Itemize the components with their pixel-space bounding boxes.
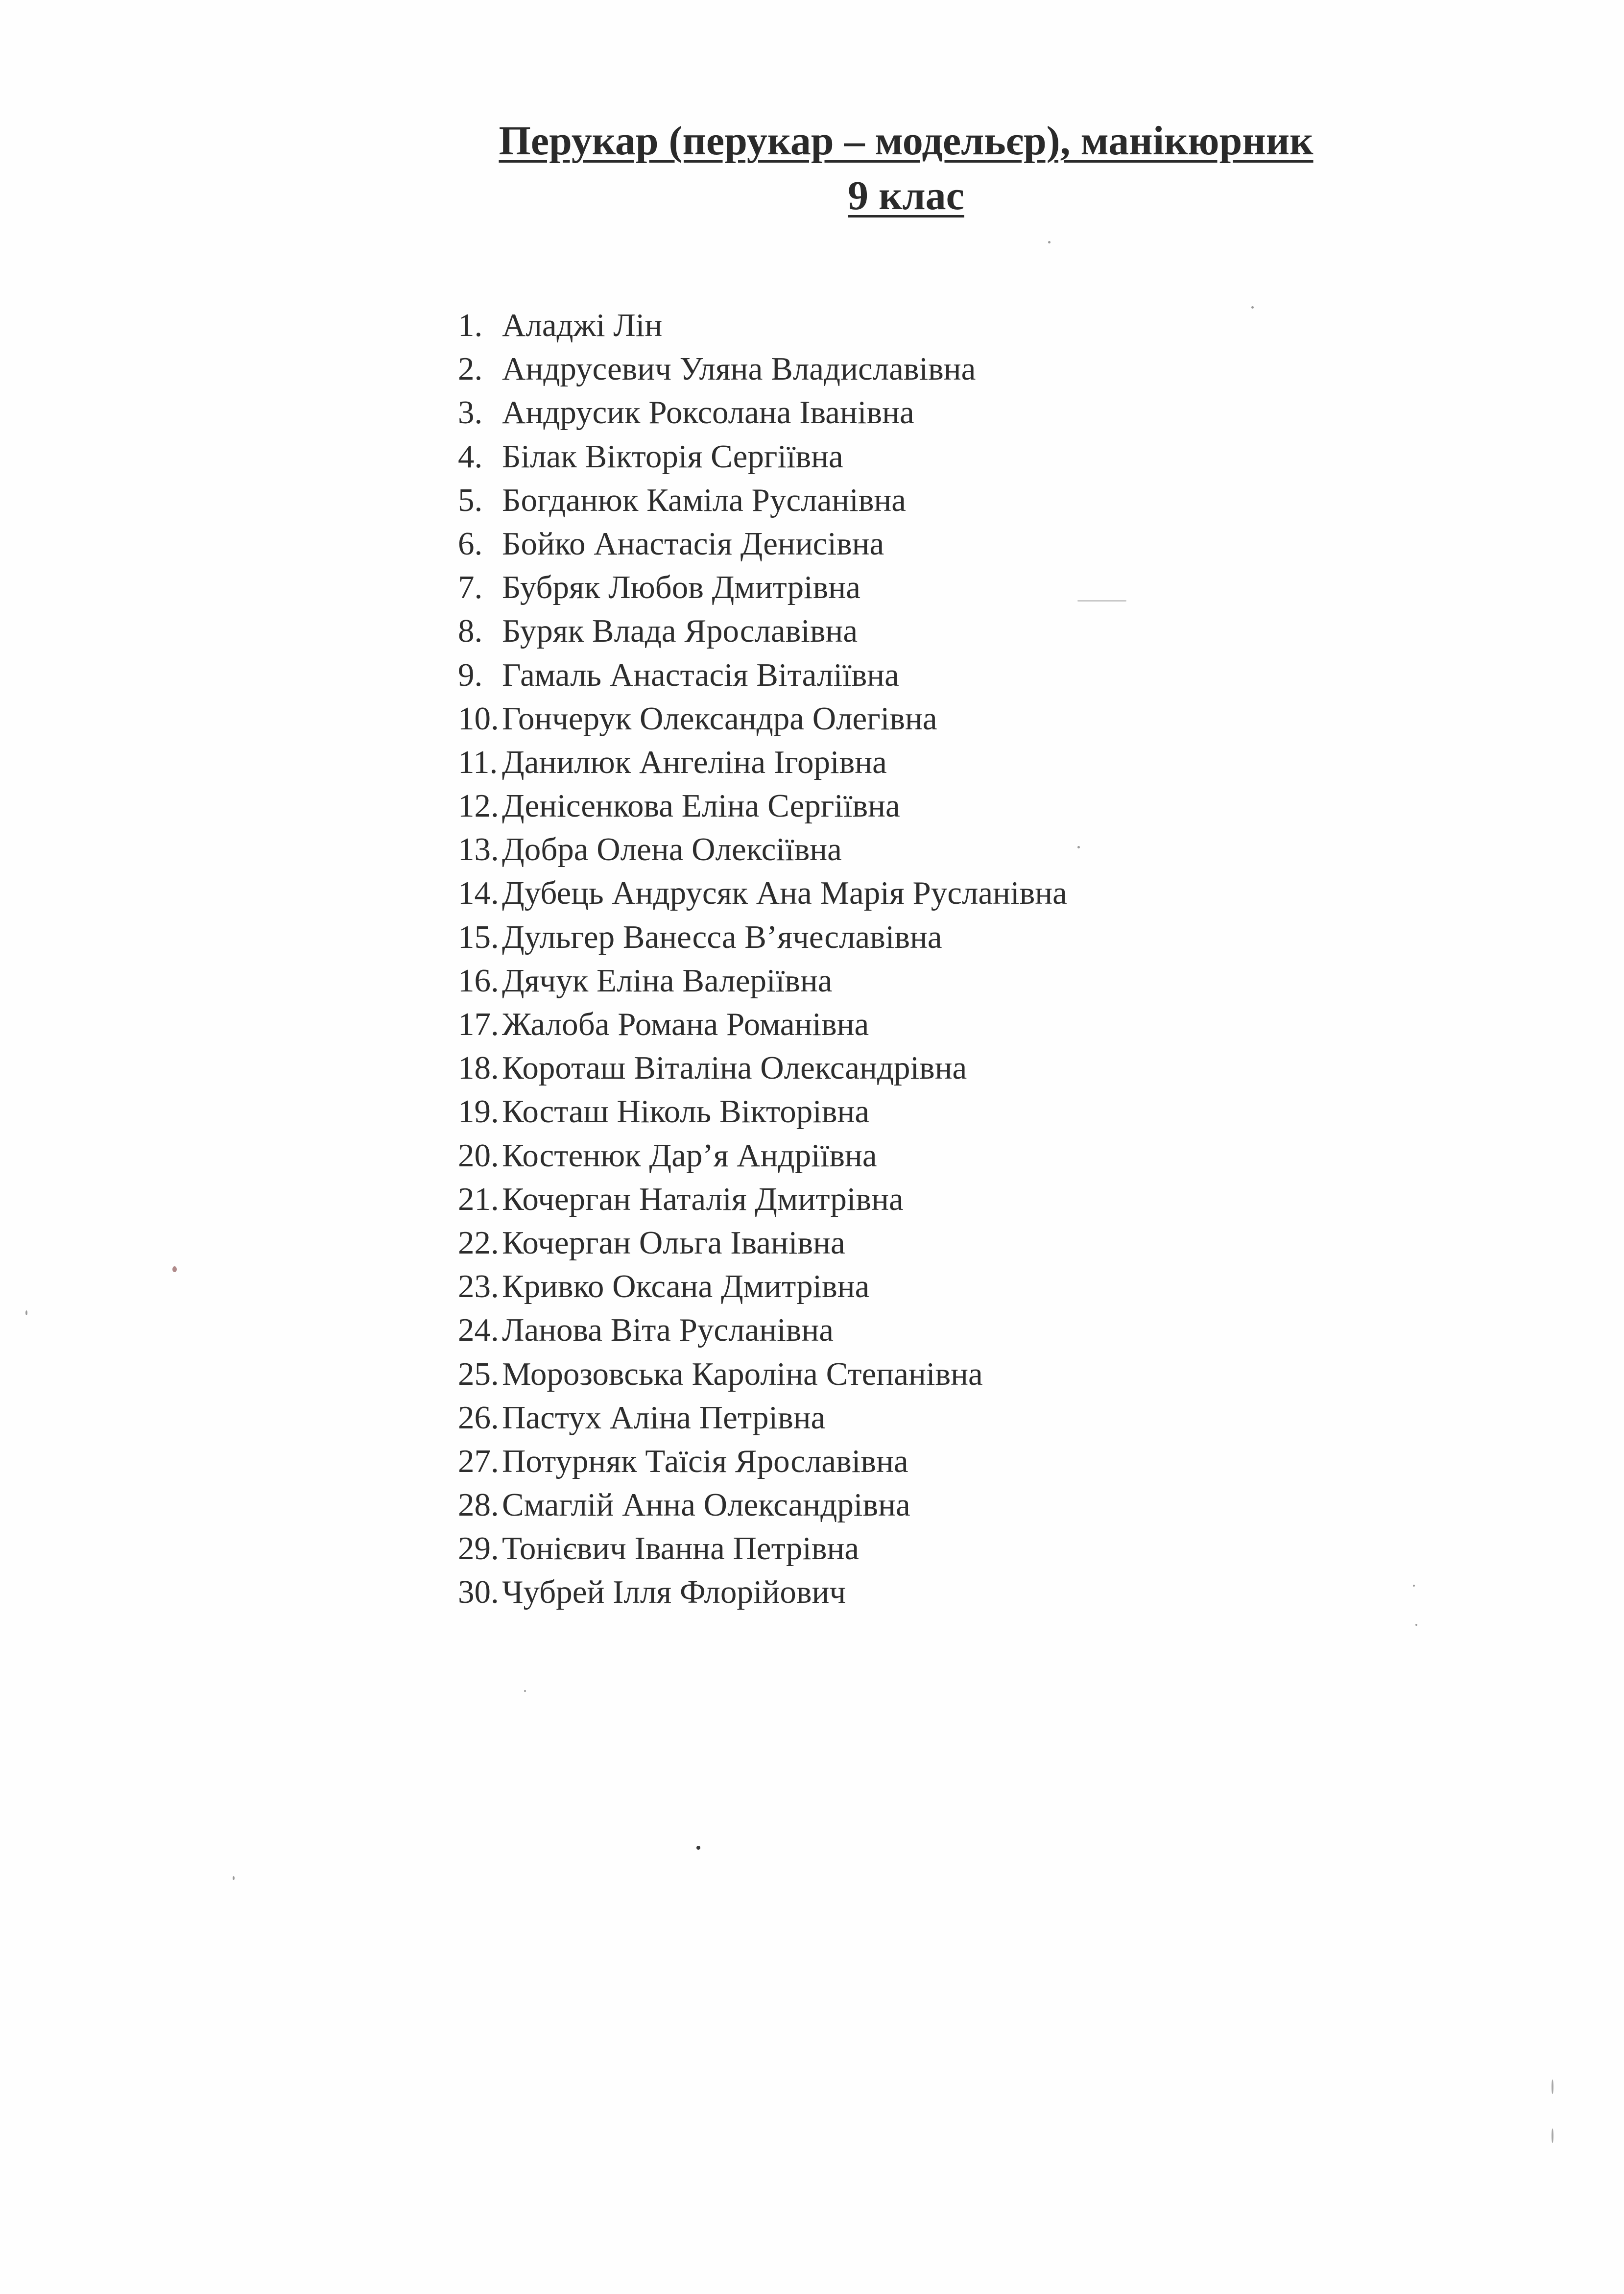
list-item	[458, 1090, 1437, 1134]
list-item-number: 7.	[458, 569, 483, 606]
list-item	[458, 609, 1437, 653]
list-item-name: Косташ Ніколь Вікторівна	[502, 1093, 870, 1130]
list-item-number: 21.	[458, 1181, 499, 1217]
list-item-name: Смаглій Анна Олександрівна	[502, 1487, 910, 1523]
list-item-number: 19.	[458, 1093, 499, 1130]
list-item-number: 25.	[458, 1355, 499, 1392]
scan-speck	[1552, 2128, 1553, 2143]
scan-speck	[172, 1266, 177, 1272]
list-item-number: 28.	[458, 1487, 499, 1523]
list-item-name: Потурняк Таїсія Ярославівна	[502, 1443, 908, 1479]
scan-speck	[1251, 306, 1254, 309]
list-item	[458, 916, 1437, 959]
list-item-number: 24.	[458, 1312, 499, 1349]
list-item-number: 6.	[458, 525, 483, 562]
document-subtitle: 9 клас	[848, 173, 964, 218]
list-item	[458, 1352, 1437, 1396]
list-item-name: Білак Вікторія Сергіївна	[502, 438, 843, 475]
scan-speck	[1415, 1624, 1417, 1626]
list-item-name: Гончерук Олександра Олегівна	[502, 700, 937, 737]
list-item	[458, 435, 1437, 479]
list-item-name: Дубець Андрусяк Ана Марія Русланівна	[502, 875, 1067, 912]
list-item-name: Морозовська Кароліна Степанівна	[502, 1355, 983, 1392]
list-item-number: 8.	[458, 613, 483, 650]
list-item	[458, 522, 1437, 566]
list-item	[458, 959, 1437, 1003]
list-item-name: Костенюк Дар’я Андріївна	[502, 1137, 877, 1174]
list-item-number: 18.	[458, 1050, 499, 1087]
list-item-name: Добра Олена Олексіївна	[502, 831, 842, 868]
list-item-number: 9.	[458, 656, 483, 693]
list-item	[458, 391, 1437, 435]
list-item	[458, 871, 1437, 915]
list-item	[458, 479, 1437, 522]
list-item-number: 16.	[458, 962, 499, 999]
list-item	[458, 566, 1437, 609]
scan-speck	[1413, 1585, 1415, 1587]
list-item	[458, 1046, 1437, 1090]
scan-speck	[25, 1310, 27, 1315]
list-item-number: 1.	[458, 307, 483, 343]
document-title: Перукар (перукар – модельєр), манікюрник	[499, 118, 1314, 164]
list-item	[458, 1440, 1437, 1483]
list-item-name: Андрусик Роксолана Іванівна	[502, 394, 914, 431]
scan-speck	[524, 1690, 526, 1692]
list-item-name: Короташ Віталіна Олександрівна	[502, 1050, 967, 1087]
list-item-number: 26.	[458, 1399, 499, 1436]
list-item	[458, 1396, 1437, 1440]
scan-speck	[233, 1876, 235, 1880]
list-item	[458, 697, 1437, 741]
list-item-number: 23.	[458, 1268, 499, 1305]
list-item	[458, 1570, 1437, 1614]
list-item	[458, 1003, 1437, 1046]
list-item	[458, 653, 1437, 697]
list-item-name: Дячук Еліна Валеріївна	[502, 962, 833, 999]
list-item-name: Чубрей Ілля Флорійович	[502, 1574, 846, 1611]
scan-speck	[696, 1846, 700, 1850]
list-item	[458, 1483, 1437, 1527]
list-item-number: 5.	[458, 482, 483, 518]
list-item-number: 2.	[458, 351, 483, 387]
list-item	[458, 741, 1437, 784]
list-item-number: 22.	[458, 1224, 499, 1261]
list-item-name: Данилюк Ангеліна Ігорівна	[502, 744, 887, 780]
list-item-name: Жалоба Романа Романівна	[502, 1006, 869, 1042]
list-item-name: Богданюк Каміла Русланівна	[502, 482, 907, 518]
list-item-number: 17.	[458, 1006, 499, 1042]
list-item-number: 27.	[458, 1443, 499, 1479]
list-item-name: Аладжі Лін	[502, 307, 663, 343]
list-item	[458, 828, 1437, 871]
list-item-name: Бойко Анастасія Денисівна	[502, 525, 884, 562]
list-item-number: 12.	[458, 788, 499, 824]
list-item-name: Кочерган Ольга Іванівна	[502, 1224, 845, 1261]
list-item-number: 13.	[458, 831, 499, 868]
list-item	[458, 1221, 1437, 1265]
student-list	[458, 304, 1437, 1615]
list-item	[458, 1308, 1437, 1352]
list-item	[458, 784, 1437, 828]
list-item-name: Андрусевич Уляна Владиславівна	[502, 351, 976, 387]
list-item-name: Ланова Віта Русланівна	[502, 1312, 834, 1349]
list-item-name: Денісенкова Еліна Сергіївна	[502, 788, 900, 824]
list-item-name: Бубряк Любов Дмитрівна	[502, 569, 860, 606]
scan-speck	[1077, 846, 1080, 848]
list-item	[458, 1265, 1437, 1308]
list-item-number: 20.	[458, 1137, 499, 1174]
list-item	[458, 1178, 1437, 1221]
list-item-name: Гамаль Анастасія Віталіївна	[502, 656, 899, 693]
list-item	[458, 304, 1437, 347]
list-item	[458, 1134, 1437, 1178]
list-item-name: Пастух Аліна Петрівна	[502, 1399, 826, 1436]
scan-speck	[1048, 241, 1051, 243]
list-item	[458, 1527, 1437, 1570]
list-item-number: 15.	[458, 918, 499, 955]
list-item-name: Кривко Оксана Дмитрівна	[502, 1268, 870, 1305]
list-item-name: Буряк Влада Ярославівна	[502, 613, 858, 650]
list-item-number: 4.	[458, 438, 483, 475]
scan-speck	[1077, 600, 1126, 602]
list-item-number: 10.	[458, 700, 499, 737]
list-item	[458, 347, 1437, 391]
list-item-name: Дульгер Ванесса В’ячеславівна	[502, 918, 942, 955]
list-item-number: 14.	[458, 875, 499, 912]
list-item-name: Тонієвич Іванна Петрівна	[502, 1530, 860, 1567]
list-item-number: 29.	[458, 1530, 499, 1567]
list-item-number: 30.	[458, 1574, 499, 1611]
list-item-name: Кочерган Наталія Дмитрівна	[502, 1181, 904, 1217]
scan-speck	[1552, 2079, 1553, 2094]
list-item-number: 11.	[458, 744, 498, 780]
list-item-number: 3.	[458, 394, 483, 431]
